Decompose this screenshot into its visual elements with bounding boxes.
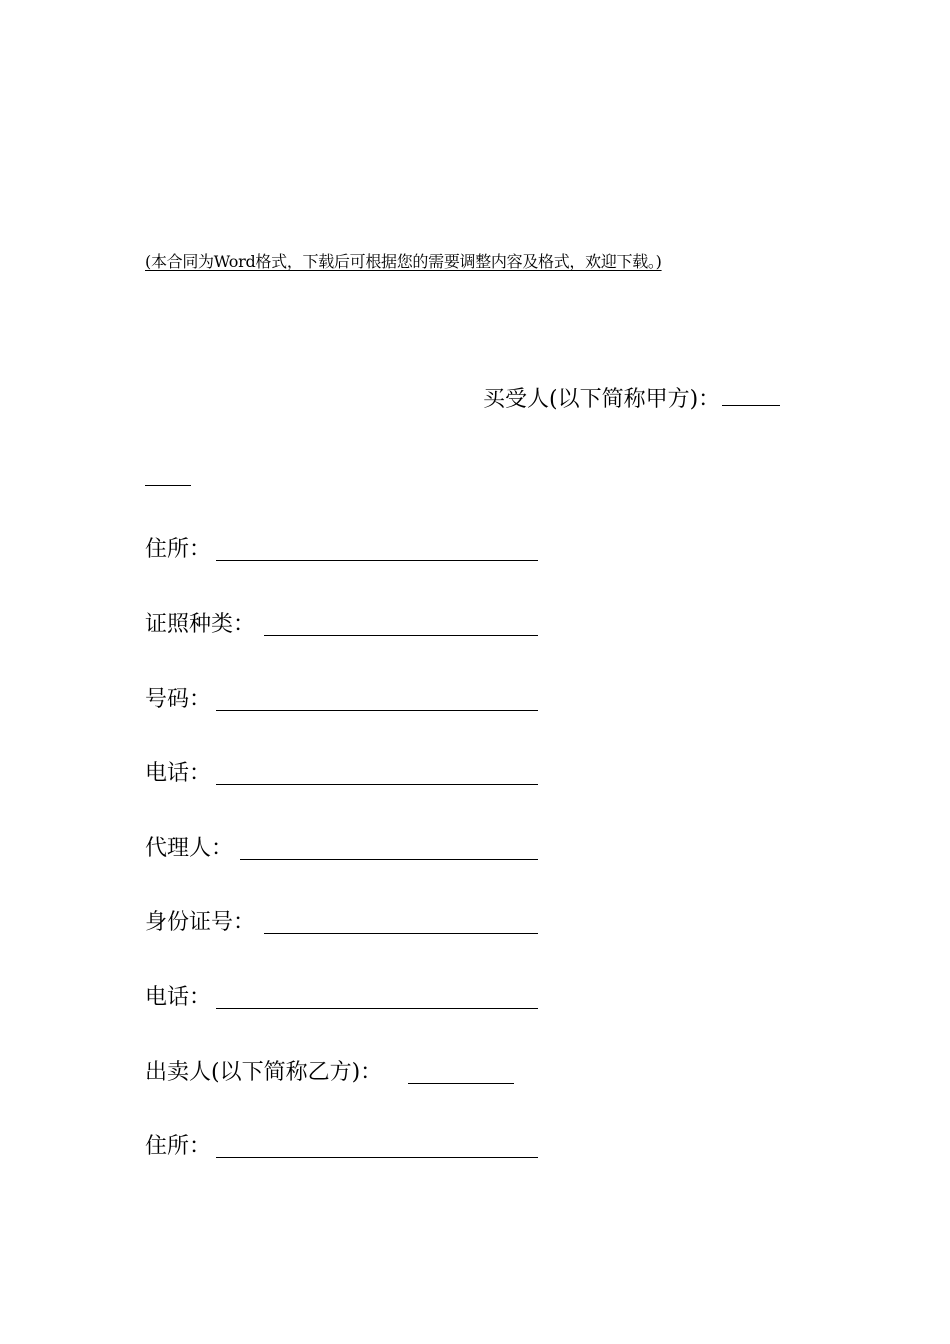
field-label: 号码： (145, 687, 212, 712)
field-label: 住所： (145, 537, 212, 562)
seller-field (145, 1058, 382, 1088)
field-label: 代理人： (145, 836, 234, 861)
party-a-blank-continuation[interactable] (145, 485, 191, 486)
agent-id-number-blank[interactable] (264, 933, 538, 934)
party-a-heading (483, 385, 780, 415)
field-label: 身份证号： (145, 910, 256, 935)
buyer-address-blank[interactable] (216, 560, 538, 561)
party-a-label: 买受人(以下简称甲方)： (483, 387, 721, 412)
seller-address-blank[interactable] (216, 1157, 538, 1158)
agent-phone-field (145, 983, 211, 1013)
buyer-id-number-field (145, 685, 211, 715)
buyer-id-type-field (145, 610, 255, 640)
agent-phone-blank[interactable] (216, 1008, 538, 1009)
agent-field (145, 834, 233, 864)
seller-address-field (145, 1132, 211, 1162)
field-label: 住所： (145, 1134, 212, 1159)
seller-blank[interactable] (408, 1083, 514, 1084)
field-label: 出卖人(以下简称乙方)： (145, 1060, 383, 1085)
field-label: 电话： (145, 761, 212, 786)
field-label: 证照种类： (145, 612, 256, 637)
buyer-phone-blank[interactable] (216, 784, 538, 785)
buyer-id-type-blank[interactable] (264, 635, 538, 636)
field-label: 电话： (145, 985, 212, 1010)
agent-id-number-field (145, 908, 255, 938)
buyer-address-field (145, 535, 211, 565)
buyer-id-number-blank[interactable] (216, 710, 538, 711)
agent-blank[interactable] (240, 859, 538, 860)
buyer-phone-field (145, 759, 211, 789)
party-a-blank[interactable] (722, 404, 780, 406)
format-note: (本合同为Word格式，下载后可根据您的需要调整内容及格式，欢迎下载。) (145, 252, 662, 271)
